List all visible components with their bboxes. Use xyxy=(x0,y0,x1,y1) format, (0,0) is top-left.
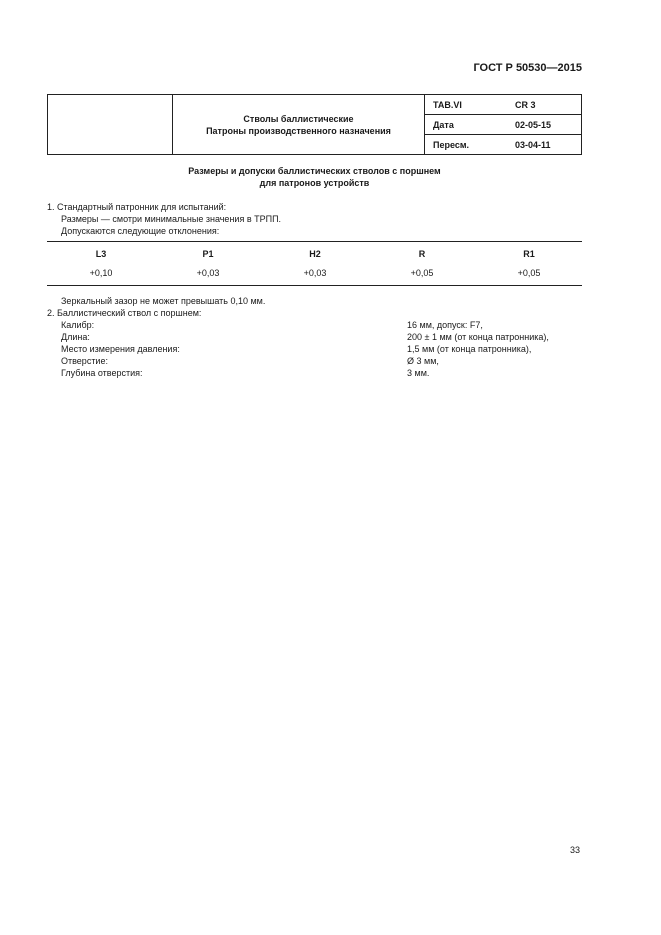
spec-label-hole: Отверстие: xyxy=(61,356,108,366)
spec-value-hole-depth: 3 мм. xyxy=(407,368,430,378)
meta-key-date: Дата xyxy=(425,115,512,135)
spec-value-pressure-point: 1,5 мм (от конца патронника), xyxy=(407,344,532,354)
header-title-cell xyxy=(173,95,425,155)
deviation-table-bottom-rule xyxy=(47,285,582,286)
deviation-header-l3: L3 xyxy=(95,249,107,259)
deviation-header-p1: P1 xyxy=(202,249,214,259)
section-title-line1: Размеры и допуски баллистических стволов с поршнем xyxy=(188,166,441,176)
spec-value-hole: Ø 3 мм, xyxy=(407,356,439,366)
page-number: 33 xyxy=(570,845,581,855)
document-code: ГОСТ Р 50530—2015 xyxy=(473,62,582,74)
deviation-value-r: +0,05 xyxy=(410,268,434,278)
deviation-header-h2: H2 xyxy=(309,249,321,259)
header-title-line2: Патроны производственного назначения xyxy=(206,125,391,136)
item1-deviations-intro: Допускаются следующие отклонения: xyxy=(61,226,220,236)
spec-label-hole-depth: Глубина отверстия: xyxy=(61,368,143,378)
item2-heading: 2. Баллистический ствол с поршнем: xyxy=(47,308,202,318)
section-title-line2: для патронов устройств xyxy=(259,178,370,188)
spec-label-length: Длина: xyxy=(61,332,90,342)
deviation-value-l3: +0,10 xyxy=(89,268,113,278)
deviation-header-r: R xyxy=(418,249,426,259)
meta-key-revised: Пересм. xyxy=(425,135,512,155)
meta-value-tab: CR 3 xyxy=(511,95,582,115)
item1-heading: 1. Стандартный патронник для испытаний: xyxy=(47,202,227,212)
meta-key-tab: TAB.VI xyxy=(425,95,512,115)
spec-label-caliber: Калибр: xyxy=(61,320,95,330)
deviation-header-r1: R1 xyxy=(523,249,535,259)
spec-label-pressure-point: Место измерения давления: xyxy=(61,344,180,354)
meta-value-revised: 03-04-11 xyxy=(511,135,582,155)
spec-value-caliber: 16 мм, допуск: F7, xyxy=(407,320,483,330)
deviation-value-r1: +0,05 xyxy=(517,268,541,278)
deviation-value-p1: +0,03 xyxy=(196,268,220,278)
deviation-value-h2: +0,03 xyxy=(303,268,327,278)
spec-value-length: 200 ± 1 мм (от конца патронника), xyxy=(407,332,549,342)
item1-dimensions: Размеры — смотри минимальные значения в ТРПП. xyxy=(61,214,282,224)
meta-value-date: 02-05-15 xyxy=(511,115,582,135)
header-table xyxy=(47,94,582,155)
header-title-line1: Стволы баллистические xyxy=(243,113,354,124)
deviation-table-top-rule xyxy=(47,241,582,242)
mirror-gap-note: Зеркальный зазор не может превышать 0,10 мм. xyxy=(61,296,266,306)
header-blank-cell xyxy=(48,95,173,155)
section-title xyxy=(47,165,582,189)
